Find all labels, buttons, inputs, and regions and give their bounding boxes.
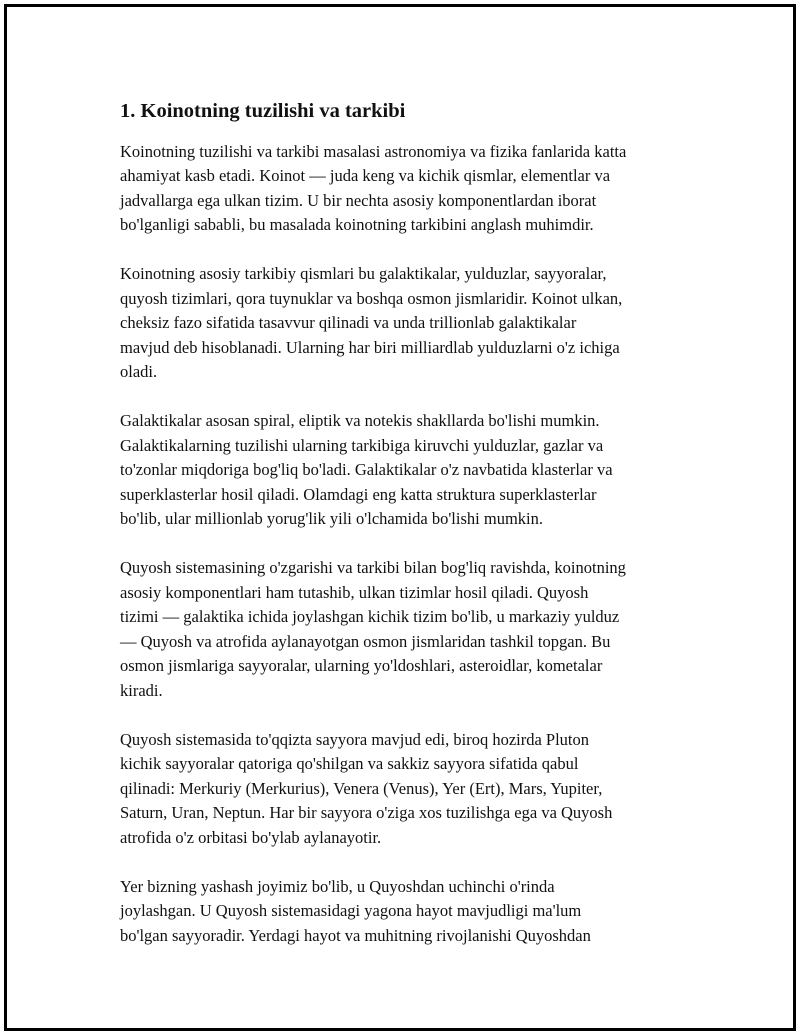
text-line: atrofida o'z orbitasi bo'ylab aylanayotir. xyxy=(120,827,382,847)
text-line: qilinadi: Merkuriy (Merkurius), Venera (Venus), Yer (Ert), Mars, Yupiter, xyxy=(120,778,603,798)
document-body xyxy=(120,99,700,973)
text-line: Galaktikalar asosan spiral, eliptik va notekis shakllarda bo'lishi mumkin. xyxy=(120,411,600,431)
text-line: bo'lganligi sababli, bu masalada koinotning tarkibini anglash muhimdir. xyxy=(120,215,594,235)
text-line: Quyosh sistemasida to'qqizta sayyora mavjud edi, biroq hozirda Pluton xyxy=(120,729,590,749)
text-line: superklasterlar hosil qiladi. Olamdagi eng katta struktura superklasterlar xyxy=(120,484,597,504)
text-line: to'zonlar miqdoriga bog'liq bo'ladi. Galaktikalar o'z navbatida klasterlar va xyxy=(120,460,613,480)
text-line: kiradi. xyxy=(120,680,163,700)
page-title: 1. Koinotning tuzilishi va tarkibi xyxy=(120,100,406,122)
text-line: asosiy komponentlari ham tutashib, ulkan tizimlar hosil qiladi. Quyosh xyxy=(120,582,589,602)
text-line: Yer bizning yashash joyimiz bo'lib, u Quyoshdan uchinchi o'rinda xyxy=(120,876,555,896)
paragraph xyxy=(120,728,700,851)
paragraph xyxy=(120,409,700,532)
text-line: quyosh tizimlari, qora tuynuklar va boshqa osmon jismlaridir. Koinot ulkan, xyxy=(120,288,623,308)
text-line: Koinotning tuzilishi va tarkibi masalasi astronomiya va fizika fanlarida katta xyxy=(120,141,627,161)
paragraph-list xyxy=(120,140,700,949)
text-line: jadvallarga ega ulkan tizim. U bir nechta asosiy komponentlardan iborat xyxy=(120,190,597,210)
text-line: Saturn, Uran, Neptun. Har bir sayyora o'ziga xos tuzilishga ega va Quyosh xyxy=(120,803,613,823)
text-line: kichik sayyoralar qatoriga qo'shilgan va sakkiz sayyora sifatida qabul xyxy=(120,754,579,774)
text-line: Koinotning asosiy tarkibiy qismlari bu galaktikalar, yulduzlar, sayyoralar, xyxy=(120,264,607,284)
text-line: Quyosh sistemasining o'zgarishi va tarkibi bilan bog'liq ravishda, koinotning xyxy=(120,558,626,578)
text-line: bo'lgan sayyoradir. Yerdagi hayot va muhitning rivojlanishi Quyoshdan xyxy=(120,925,591,945)
text-line: joylashgan. U Quyosh sistemasidagi yagona hayot mavjudligi ma'lum xyxy=(120,901,582,921)
page-frame xyxy=(4,4,796,1031)
text-line: mavjud deb hisoblanadi. Ularning har biri milliardlab yulduzlarni o'z ichiga xyxy=(120,337,620,357)
text-line: bo'lib, ular millionlab yorug'lik yili o'lchamida bo'lishi mumkin. xyxy=(120,509,543,529)
paragraph xyxy=(120,556,700,703)
text-line: cheksiz fazo sifatida tasavvur qilinadi va unda trillionlab galaktikalar xyxy=(120,313,577,333)
paragraph xyxy=(120,140,700,238)
text-line: oladi. xyxy=(120,362,158,382)
paragraph xyxy=(120,875,700,949)
text-line: — Quyosh va atrofida aylanayotgan osmon jismlaridan tashkil topgan. Bu xyxy=(120,631,611,651)
text-line: Galaktikalarning tuzilishi ularning tarkibiga kiruvchi yulduzlar, gazlar va xyxy=(120,435,604,455)
text-line: ahamiyat kasb etadi. Koinot — juda keng va kichik qismlar, elementlar va xyxy=(120,166,611,186)
paragraph xyxy=(120,262,700,385)
text-line: osmon jismlariga sayyoralar, ularning yo'ldoshlari, asteroidlar, kometalar xyxy=(120,656,603,676)
text-line: tizimi — galaktika ichida joylashgan kichik tizim bo'lib, u markaziy yulduz xyxy=(120,607,620,627)
